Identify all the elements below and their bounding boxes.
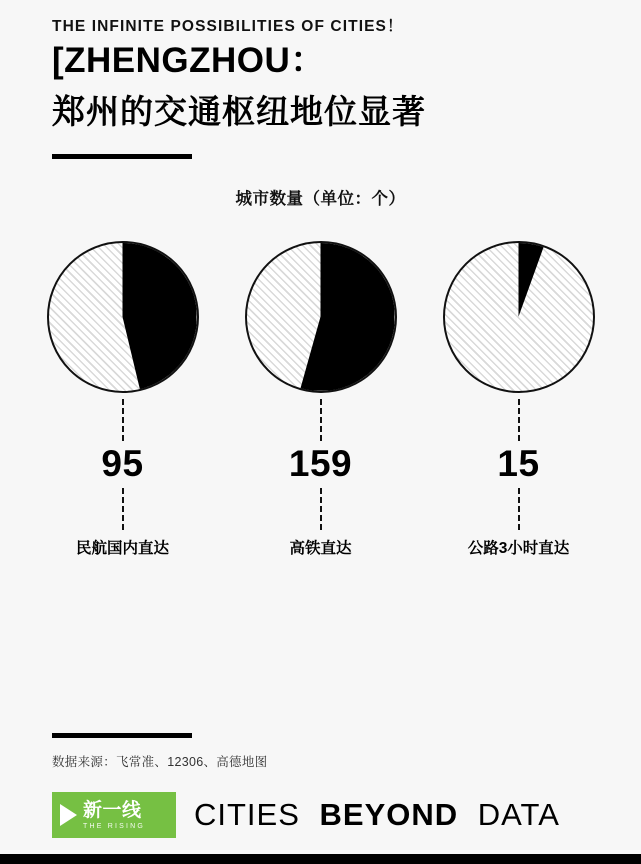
logo-name-en: THE RISING [83,822,146,830]
brand-word-data: DATA [477,797,560,832]
page-title-cn: 郑州的交通枢纽地位显著 [52,92,426,130]
pie-chart-rail [245,241,397,393]
pie-value-rail: 159 [288,442,353,484]
leader-line-top [320,399,322,441]
pie-chart-air [47,241,199,393]
chart-unit-label: 城市数量（单位：个） [235,189,406,208]
source-note: 数据来源：飞常准、12306、高德地图 [52,755,268,769]
chart [0,185,641,558]
pie-label-air: 民航国内直达 [75,539,169,557]
leader-line-bottom [518,488,520,530]
pie-label-rail: 高铁直达 [289,539,352,557]
title-divider [52,154,192,159]
brand-bar [0,792,641,854]
pie-group [0,241,641,558]
pie-item-0 [38,241,208,558]
brand-tagline [194,797,560,833]
leader-line-top [122,399,124,441]
pie-value-air: 95 [101,442,144,484]
pie-wedge-filled [445,243,593,391]
header [0,0,641,159]
brand-word-cities: CITIES [194,797,300,832]
pie-item-1 [236,241,406,558]
leader-line-bottom [320,488,322,530]
logo-text [83,801,145,830]
leader-line-top [518,399,520,441]
page-title-en: [ZHENGZHOU： [52,41,326,80]
pie-value-road: 15 [497,442,540,484]
kicker-text: THE INFINITE POSSIBILITIES OF CITIES！ [52,18,404,35]
pie-label-road: 公路3小时直达 [467,539,570,557]
pie-wedge-filled [49,243,197,391]
pie-item-2 [434,241,604,558]
pie-wedge-filled [247,243,395,391]
bottom-strip [0,854,641,864]
brand-logo [52,792,176,838]
leader-line-bottom [122,488,124,530]
logo-name-cn: 新一线 [83,799,142,821]
footer [0,733,641,864]
pie-chart-road [443,241,595,393]
footer-divider [52,733,192,738]
play-triangle-icon [60,804,77,826]
brand-word-beyond: BEYOND [319,797,459,832]
